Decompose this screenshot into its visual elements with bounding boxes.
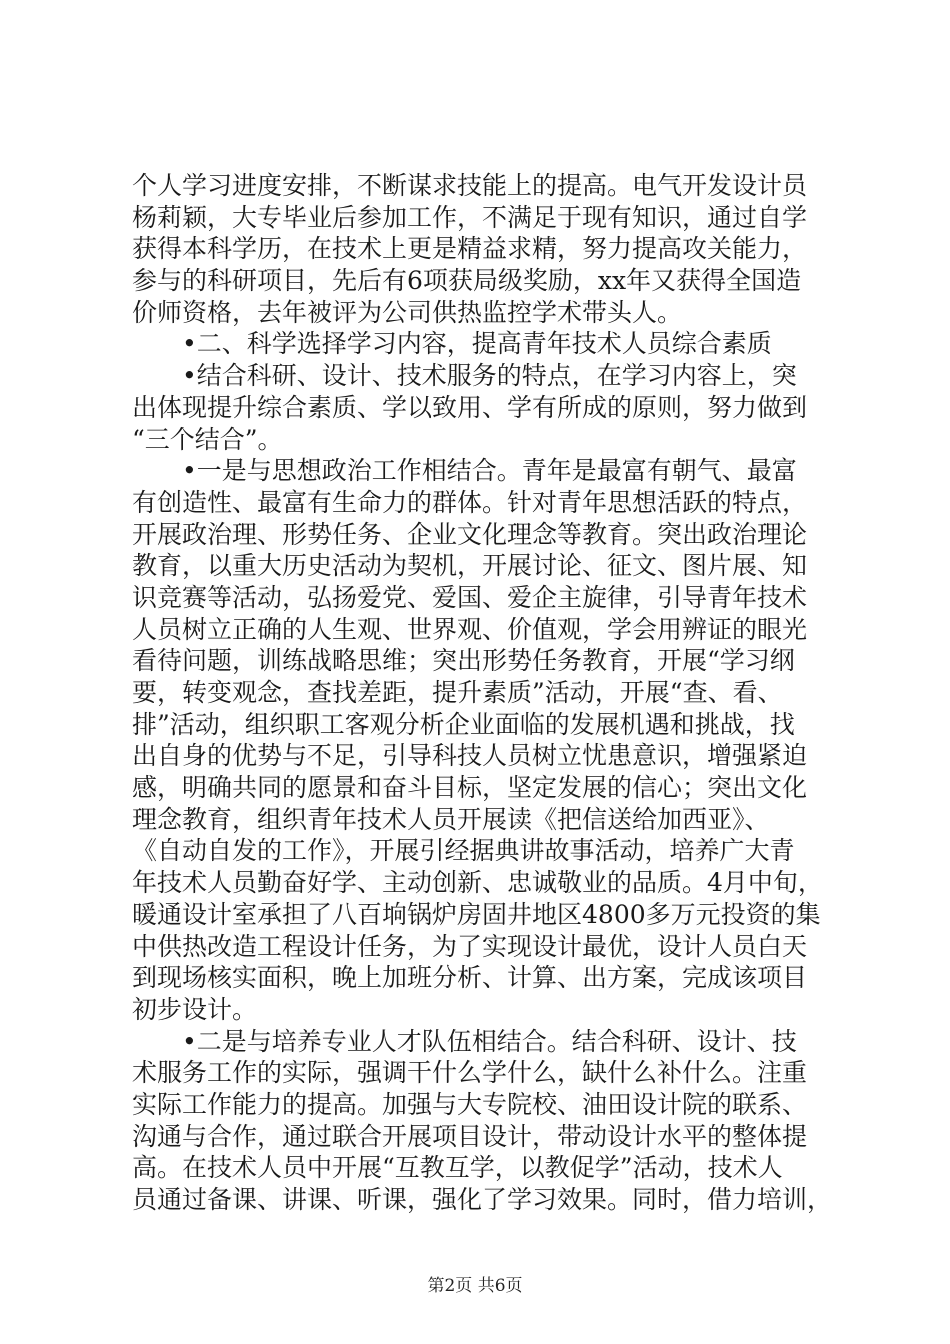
text-line: 教育，以重大历史活动为契机，开展讨论、征文、图片展、知: [132, 551, 808, 581]
text-line: 要，转变观念，查找差距，提升素质”活动，开展“查、看、: [132, 678, 783, 707]
text-line: 价师资格，去年被评为公司供热监控学术带头人。: [132, 297, 683, 327]
text-line: •二、科学选择学习内容，提高青年技术人员综合素质: [182, 329, 772, 359]
text-line: 暖通设计室承担了八百垧锅炉房固井地区4800多万元投资的集: [132, 899, 821, 929]
text-line: •一是与思想政治工作相结合。青年是最富有朝气、最富: [182, 456, 797, 486]
text-line: 理念教育，组织青年技术人员开展读《把信送给加西亚》、: [132, 804, 770, 834]
text-line: 出体现提升综合素质、学以致用、学有所成的原则，努力做到: [132, 392, 808, 422]
text-line: 《自动自发的工作》，开展引经据典讲故事活动，培养广大青: [132, 836, 795, 866]
text-line: 个人学习进度安排，不断谋求技能上的提高。电气开发设计员: [132, 171, 808, 200]
text-line: 识竞赛等活动，弘扬爱党、爱国、爱企主旋律，引导青年技术: [132, 582, 808, 612]
text-line: 参与的科研项目，先后有6项获局级奖励，xx年又获得全国造: [132, 266, 802, 296]
document-body: [132, 170, 832, 1216]
text-line: 到现场核实面积，晚上加班分析、计算、出方案，完成该项目: [132, 963, 808, 993]
text-line: 杨莉颖，大专毕业后参加工作，不满足于现有知识，通过自学: [132, 202, 808, 232]
text-line: 沟通与合作，通过联合开展项目设计，带动设计水平的整体提: [132, 1121, 808, 1151]
page-footer: 第2页 共6页: [427, 1276, 523, 1296]
text-line: 实际工作能力的提高。加强与大专院校、油田设计院的联系、: [132, 1089, 808, 1119]
text-line: 术服务工作的实际，强调干什么学什么，缺什么补什么。注重: [132, 1058, 808, 1088]
text-line: 高。在技术人员中开展“互教互学，以教促学”活动，技术人: [132, 1153, 783, 1183]
text-line: 获得本科学历，在技术上更是精益求精，努力提高攻关能力，: [132, 234, 808, 264]
text-line: •二是与培养专业人才队伍相结合。结合科研、设计、技: [182, 1026, 797, 1056]
text-line: 看待问题，训练战略思维；突出形势任务教育，开展“学习纲: [132, 646, 795, 676]
text-line: 排”活动，组织职工客观分析企业面临的发展机遇和挑战，找: [132, 709, 795, 739]
text-line: 初步设计。: [132, 994, 258, 1024]
text-line: 中供热改造工程设计任务，为了实现设计最优，设计人员白天: [132, 931, 808, 961]
text-line: 员通过备课、讲课、听课，强化了学习效果。同时，借力培训，: [132, 1185, 833, 1214]
text-line: 人员树立正确的人生观、世界观、价值观，学会用辨证的眼光: [132, 614, 808, 644]
text-line: 有创造性、最富有生命力的群体。针对青年思想活跃的特点，: [132, 487, 808, 517]
text-line: 感，明确共同的愿景和奋斗目标，坚定发展的信心；突出文化: [132, 773, 808, 803]
text-line: •结合科研、设计、技术服务的特点，在学习内容上，突: [182, 361, 797, 391]
text-line: 年技术人员勤奋好学、主动创新、忠诚敬业的品质。4月中旬，: [132, 868, 823, 898]
text-line: 出自身的优势与不足，引导科技人员树立忧患意识，增强紧迫: [132, 741, 808, 771]
text-line: 开展政治理、形势任务、企业文化理念等教育。突出政治理论: [132, 519, 808, 549]
text-line: “三个结合”。: [132, 424, 283, 454]
